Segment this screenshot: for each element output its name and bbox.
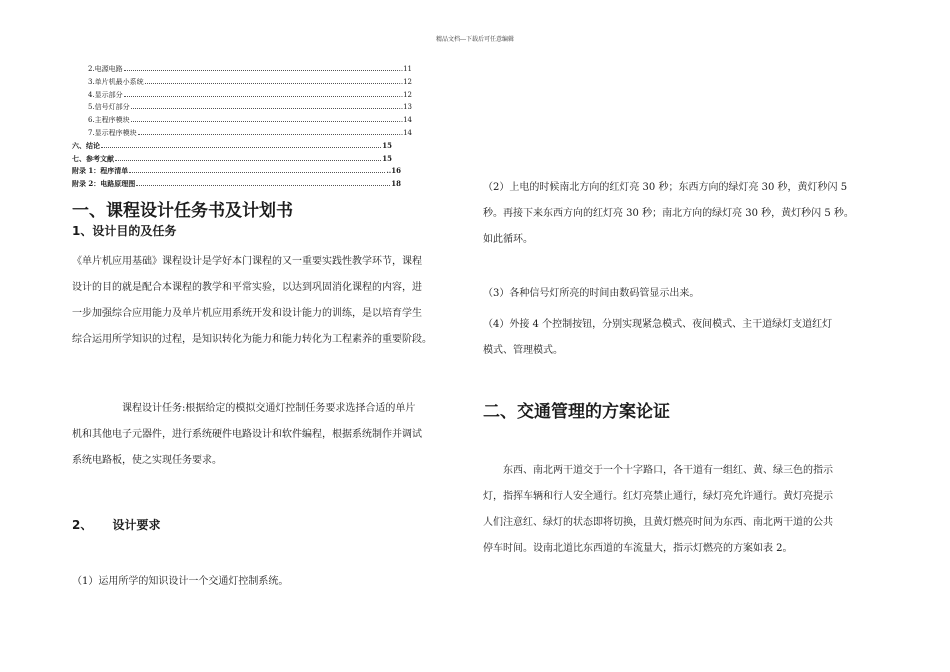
toc-entry	[72, 89, 412, 102]
toc-entry	[72, 140, 392, 153]
page-header: 精品文档---下载后可任意编辑	[435, 36, 515, 43]
toc-leader	[124, 63, 398, 71]
toc-entry	[72, 114, 412, 127]
toc-entry-title: 附录 1：程序清单	[72, 166, 129, 176]
toc-entry	[72, 153, 392, 166]
paragraph-line: 系统电路板，使之实现任务要求。	[72, 455, 222, 466]
paragraph-line: 设计的目的就是配合本课程的教学和平常实验，以达到巩固消化课程的内容，进	[72, 282, 422, 293]
paragraph-line: 灯，指挥车辆和行人安全通行。红灯亮禁止通行，绿灯亮允许通行。黄灯亮提示	[483, 491, 833, 502]
paragraph-line: （1）运用所学的知识设计一个交通灯控制系统。	[72, 576, 289, 587]
toc-leader	[131, 114, 398, 122]
toc-leader	[138, 127, 398, 135]
paragraph-line: （2）上电的时候南北方向的红灯亮 30 秒；东西方向的绿灯亮 30 秒，黄灯秒闪 5	[483, 182, 848, 193]
subsection-heading-1: 1、设计目的及任务	[72, 224, 177, 238]
paragraph-line: 人们注意红、绿灯的状态即将切换，且黄灯燃亮时间为东西、南北两干道的公共	[483, 517, 833, 528]
toc-leader	[145, 76, 398, 84]
toc-entry-page: 18	[391, 179, 401, 189]
toc-entry-page: ..13	[398, 103, 412, 112]
paragraph-line: 如此循环。	[483, 234, 533, 245]
requirement-1	[72, 569, 288, 595]
paragraph-line: 课程设计任务:根据给定的模拟交通灯控制任务要求选择合适的单片	[122, 403, 416, 414]
subsection-heading-2	[72, 516, 161, 533]
paragraph-purpose	[72, 249, 432, 353]
paragraph-line: 《单片机应用基础》课程设计是学好本门课程的又一重要实践性教学环节，课程	[72, 256, 422, 267]
toc-entry	[72, 178, 401, 191]
toc-leader	[124, 89, 398, 97]
section-heading-1: 一、课程设计任务书及计划书	[72, 201, 293, 221]
paragraph-line: 秒。再接下来东西方向的红灯亮 30 秒；南北方向的绿灯亮 30 秒，黄灯秒闪 5 秒。	[483, 208, 854, 219]
toc-entry-title: 六、结论	[72, 140, 100, 150]
paragraph-line: 一步加强综合应用能力及单片机应用系统开发和设计能力的训练，是以培育学生	[72, 308, 422, 319]
paragraph-line: 停车时间。设南北道比东西道的车流量大，指示灯燃亮的方案如表 2。	[483, 543, 793, 554]
section-heading-2: 二、交通管理的方案论证	[483, 402, 670, 422]
paragraph-scheme	[483, 458, 833, 562]
toc-entry-title: 2.电源电路	[88, 65, 123, 73]
toc-entry-page: ..12	[398, 90, 412, 99]
requirement-3	[483, 281, 699, 307]
toc-leader	[115, 153, 381, 161]
toc-leader	[136, 178, 390, 186]
heading-text: 设计要求	[112, 518, 161, 532]
toc-leader	[101, 140, 381, 148]
toc-entry-title: 7.显示程序模块	[88, 128, 137, 137]
toc-leader	[129, 165, 385, 173]
toc-entry-title: 6.主程序模块	[88, 116, 130, 125]
paragraph-line: （3）各种信号灯所亮的时间由数码管显示出来。	[483, 288, 700, 299]
paragraph-line: 机和其他电子元器件，进行系统硬件电路设计和软件编程，根据系统制作并调试	[72, 429, 422, 440]
toc-entry-page: 15	[382, 153, 392, 163]
toc-leader	[131, 101, 398, 109]
toc-entry-title: 3.单片机最小系统	[88, 77, 144, 86]
requirement-4	[483, 312, 832, 364]
paragraph-line: （4）外接 4 个控制按钮，分别实现紧急模式、夜间模式、主干道绿灯支道红灯	[483, 319, 833, 330]
toc-entry	[72, 127, 412, 140]
toc-entry-title: 七、参考文献	[72, 153, 114, 163]
toc-entry-page: 15	[382, 140, 392, 150]
toc-entry	[72, 165, 401, 178]
table-of-contents	[72, 63, 412, 191]
toc-entry-title: 4.显示部分	[88, 90, 123, 99]
requirement-2	[483, 175, 854, 253]
paragraph-line: 模式、管理模式。	[483, 345, 563, 356]
toc-entry-title: 附录 2：电路原理图	[72, 179, 136, 189]
toc-entry-title: 5.信号灯部分	[88, 103, 130, 112]
toc-entry-page: ..14	[398, 116, 412, 125]
toc-entry-page: ..11	[398, 65, 412, 73]
toc-entry-page: ..16	[386, 166, 401, 176]
paragraph-line: 东西、南北两干道交于一个十字路口，各干道有一组红、黄、绿三色的指示	[503, 465, 833, 476]
heading-number: 2、	[72, 518, 93, 532]
toc-entry-page: ..14	[398, 128, 412, 137]
paragraph-task	[72, 396, 422, 474]
toc-entry	[72, 76, 412, 89]
toc-entry	[72, 63, 412, 76]
toc-entry-page: ..12	[398, 77, 412, 86]
paragraph-line: 综合运用所学知识的过程，是知识转化为能力和能力转化为工程素养的重要阶段。	[72, 334, 432, 345]
toc-entry	[72, 101, 412, 114]
